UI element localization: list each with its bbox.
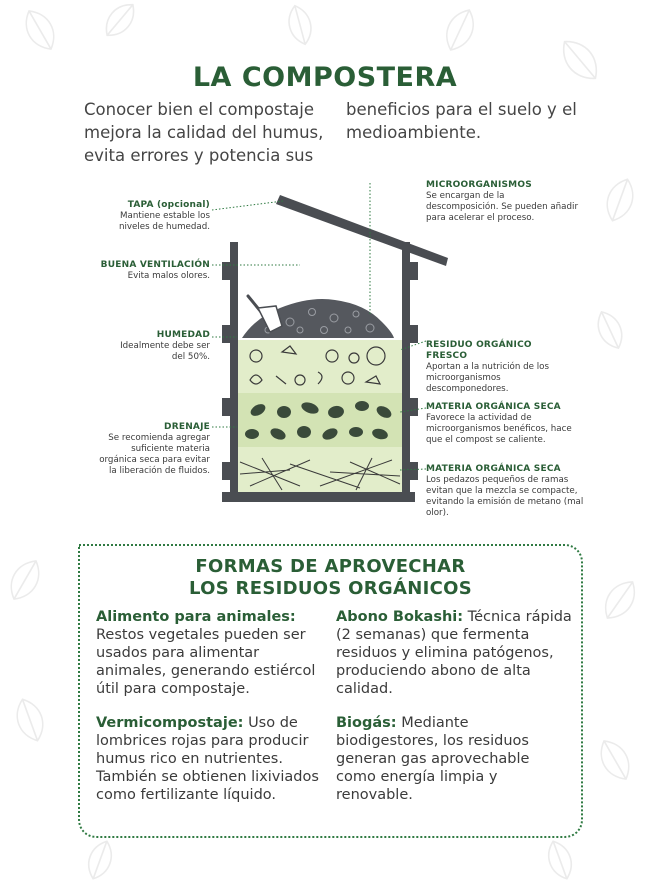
- item-abono-bokashi-text: Técnica rápida (2 semanas) que fermenta residuos y elimina patógenos, produciendo abono de alta calidad.: [336, 609, 572, 697]
- label-microorganismos: [426, 180, 578, 224]
- item-vermicompostaje-title: Vermicompostaje:: [96, 715, 244, 731]
- item-abono-bokashi-title: Abono Bokashi:: [336, 609, 464, 625]
- item-biogas-title: Biogás:: [336, 715, 397, 731]
- uses-box-title-line1: FORMAS DE APROVECHAR: [195, 556, 466, 577]
- label-ventilacion-title: BUENA VENTILACIÓN: [100, 260, 210, 270]
- label-ventilacion-text: Evita malos olores.: [127, 271, 210, 281]
- page-title: LA COMPOSTERA: [192, 62, 458, 93]
- item-biogas-text: Mediante biodigestores, los residuos generan gas aprovechable como energía limpia y renovable.: [336, 715, 530, 803]
- uses-box: [78, 544, 583, 838]
- label-tapa-title: TAPA (opcional): [127, 200, 210, 210]
- label-tapa-text: Mantiene estable los niveles de humedad.: [118, 211, 210, 232]
- label-drenaje: [92, 422, 210, 477]
- label-residuo-fresco-text: Aportan a la nutrición de los microorganismos descomponedores.: [426, 362, 549, 394]
- label-ventilacion: [92, 260, 210, 282]
- label-microorganismos-text: Se encargan de la descomposición. Se pueden añadir para acelerar el proceso.: [426, 191, 579, 223]
- intro-text-col2: beneficios para el suelo y el medioambiente.: [346, 100, 577, 142]
- lid: [276, 195, 448, 266]
- item-alimento-animales-text: Restos vegetales pueden ser usados para alimentar animales, generando estiércol útil para compostaje.: [96, 627, 316, 697]
- label-residuo-fresco: [426, 340, 576, 395]
- label-materia-seca-2-title: MATERIA ORGÁNICA SECA: [426, 464, 561, 474]
- uses-box-title: [80, 556, 581, 600]
- label-materia-seca-1-title: MATERIA ORGÁNICA SECA: [426, 402, 561, 412]
- label-tapa: [92, 200, 210, 233]
- label-humedad-text: Idealmente debe ser del 50%.: [120, 341, 210, 362]
- label-materia-seca-2: [426, 464, 584, 519]
- intro-text-col1: Conocer bien el compostaje mejora la calidad del humus, evita errores y potencia sus: [84, 100, 324, 165]
- layer-dry-organic-leaves: [237, 393, 403, 447]
- layer-fresh-organic: [237, 340, 403, 393]
- item-vermicompostaje: [96, 714, 328, 804]
- item-abono-bokashi: [336, 608, 574, 698]
- label-humedad-title: HUMEDAD: [156, 330, 210, 340]
- layer-dry-organic-branches: [237, 447, 403, 493]
- label-drenaje-title: DRENAJE: [164, 422, 210, 432]
- label-humedad: [112, 330, 210, 363]
- label-materia-seca-1-text: Favorece la actividad de microorganismos benéficos, hace que el compost se caliente.: [426, 413, 572, 445]
- item-vermicompostaje-text: Uso de lombrices rojas para producir humus rico en nutrientes. También se obtienen lixiviados como fertilizante líquido.: [96, 715, 319, 803]
- uses-box-title-line2: LOS RESIDUOS ORGÁNICOS: [189, 578, 472, 599]
- item-alimento-animales: [96, 608, 328, 698]
- label-drenaje-text: Se recomienda agregar suficiente materia orgánica seca para evitar la liberación de fluidos.: [99, 433, 210, 476]
- item-biogas: [336, 714, 561, 804]
- label-materia-seca-1: [426, 402, 576, 446]
- label-residuo-fresco-title: RESIDUO ORGÁNICO FRESCO: [426, 340, 532, 361]
- label-microorganismos-title: MICROORGANISMOS: [426, 180, 532, 190]
- item-alimento-animales-title: Alimento para animales:: [96, 609, 296, 625]
- label-materia-seca-2-text: Los pedazos pequeños de ramas evitan que la mezcla se compacte, evitando la emisión de metano (mal olor).: [426, 475, 584, 518]
